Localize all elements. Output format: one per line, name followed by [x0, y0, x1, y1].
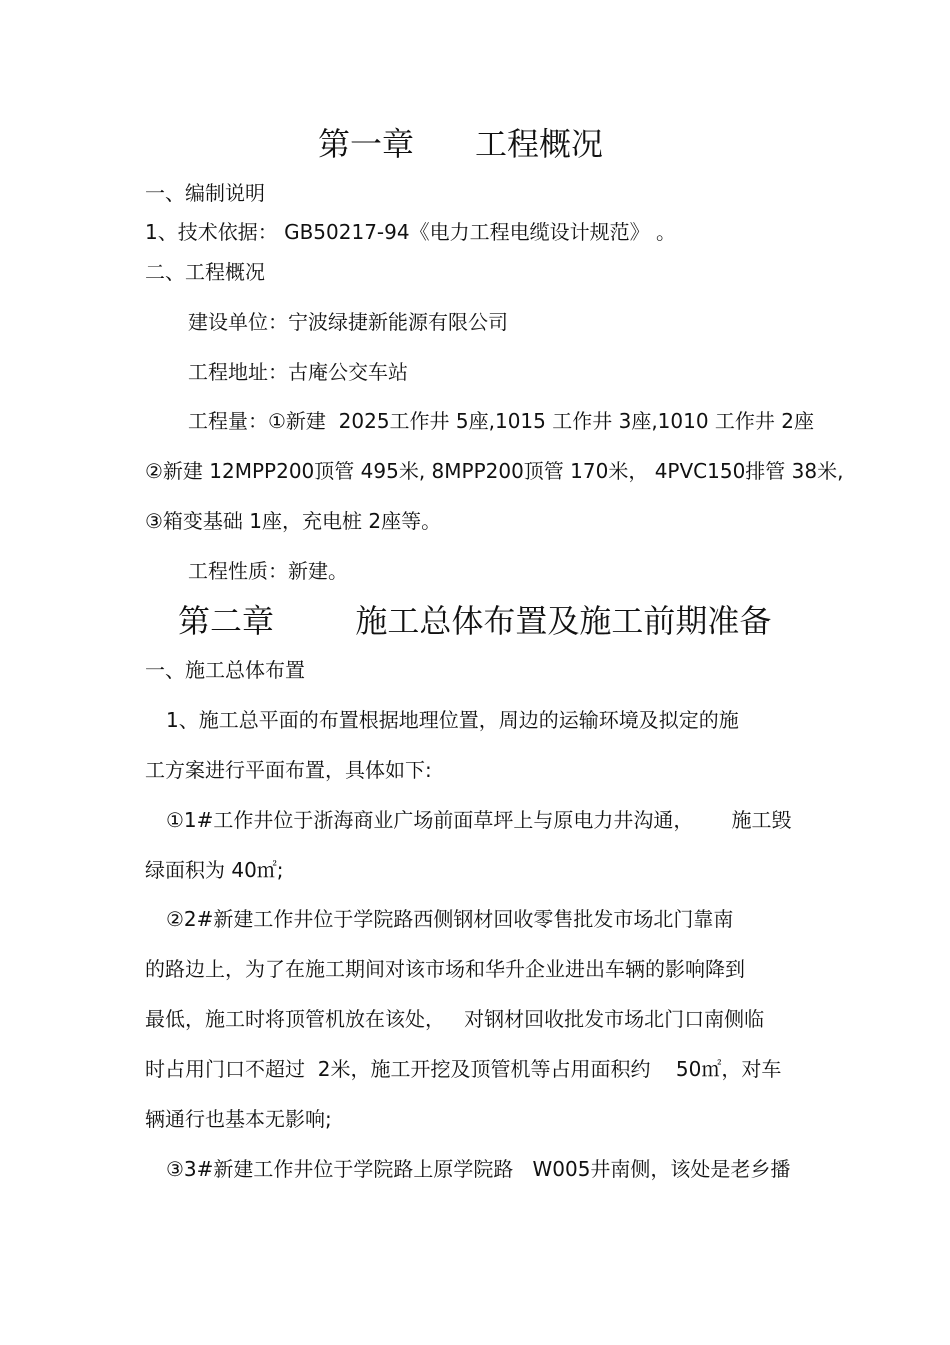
project-address: 工程地址：古庵公交车站: [188, 360, 408, 384]
item-2-line-1: ②2#新建工作井位于学院路西侧钢材回收零售批发市场北门靠南: [166, 907, 734, 931]
item-2-line-5: 辆通行也基本无影响;: [145, 1107, 332, 1131]
paragraph-1-line-1: 1、施工总平面的布置根据地理位置，周边的运输环境及拟定的施: [166, 708, 739, 732]
chapter1-title: 第一章 工程概况: [318, 125, 604, 163]
section-heading-layout: 一、施工总体布置: [145, 658, 305, 682]
item-2-line-3: 最低，施工时将顶管机放在该处， 对钢材回收批发市场北门口南侧临: [145, 1007, 765, 1031]
quantity-line-3: ③箱变基础 1座，充电桩 2座等。: [145, 509, 442, 533]
section-heading-compilation: 一、编制说明: [145, 181, 265, 205]
paragraph-1-line-2: 工方案进行平面布置，具体如下:: [145, 758, 432, 782]
item-1-line-2: 绿面积为 40㎡;: [145, 858, 284, 882]
item-2-line-2: 的路边上，为了在施工期间对该市场和华升企业进出车辆的影响降到: [145, 957, 745, 981]
technical-basis: 1、技术依据： GB50217-94《电力工程电缆设计规范》 。: [145, 220, 676, 244]
item-1-line-1: ①1#工作井位于浙海商业广场前面草坪上与原电力井沟通， 施工毁: [166, 808, 792, 832]
quantity-line-2: ②新建 12MPP200顶管 495米, 8MPP200顶管 170米， 4PVC150排管 38米,: [145, 459, 844, 483]
project-nature: 工程性质：新建。: [188, 559, 348, 583]
quantity-line-1: 工程量：①新建 2025工作井 5座,1015 工作井 3座,1010 工作井 2座: [188, 409, 815, 433]
construction-unit: 建设单位：宁波绿捷新能源有限公司: [188, 310, 508, 334]
item-3-line-1: ③3#新建工作井位于学院路上原学院路 W005井南侧，该处是老乡播: [166, 1157, 791, 1181]
section-heading-overview: 二、工程概况: [145, 260, 265, 284]
chapter2-title: 第二章 施工总体布置及施工前期准备: [178, 602, 772, 640]
item-2-line-4: 时占用门口不超过 2米，施工开挖及顶管机等占用面积约 50㎡，对车: [145, 1057, 782, 1081]
